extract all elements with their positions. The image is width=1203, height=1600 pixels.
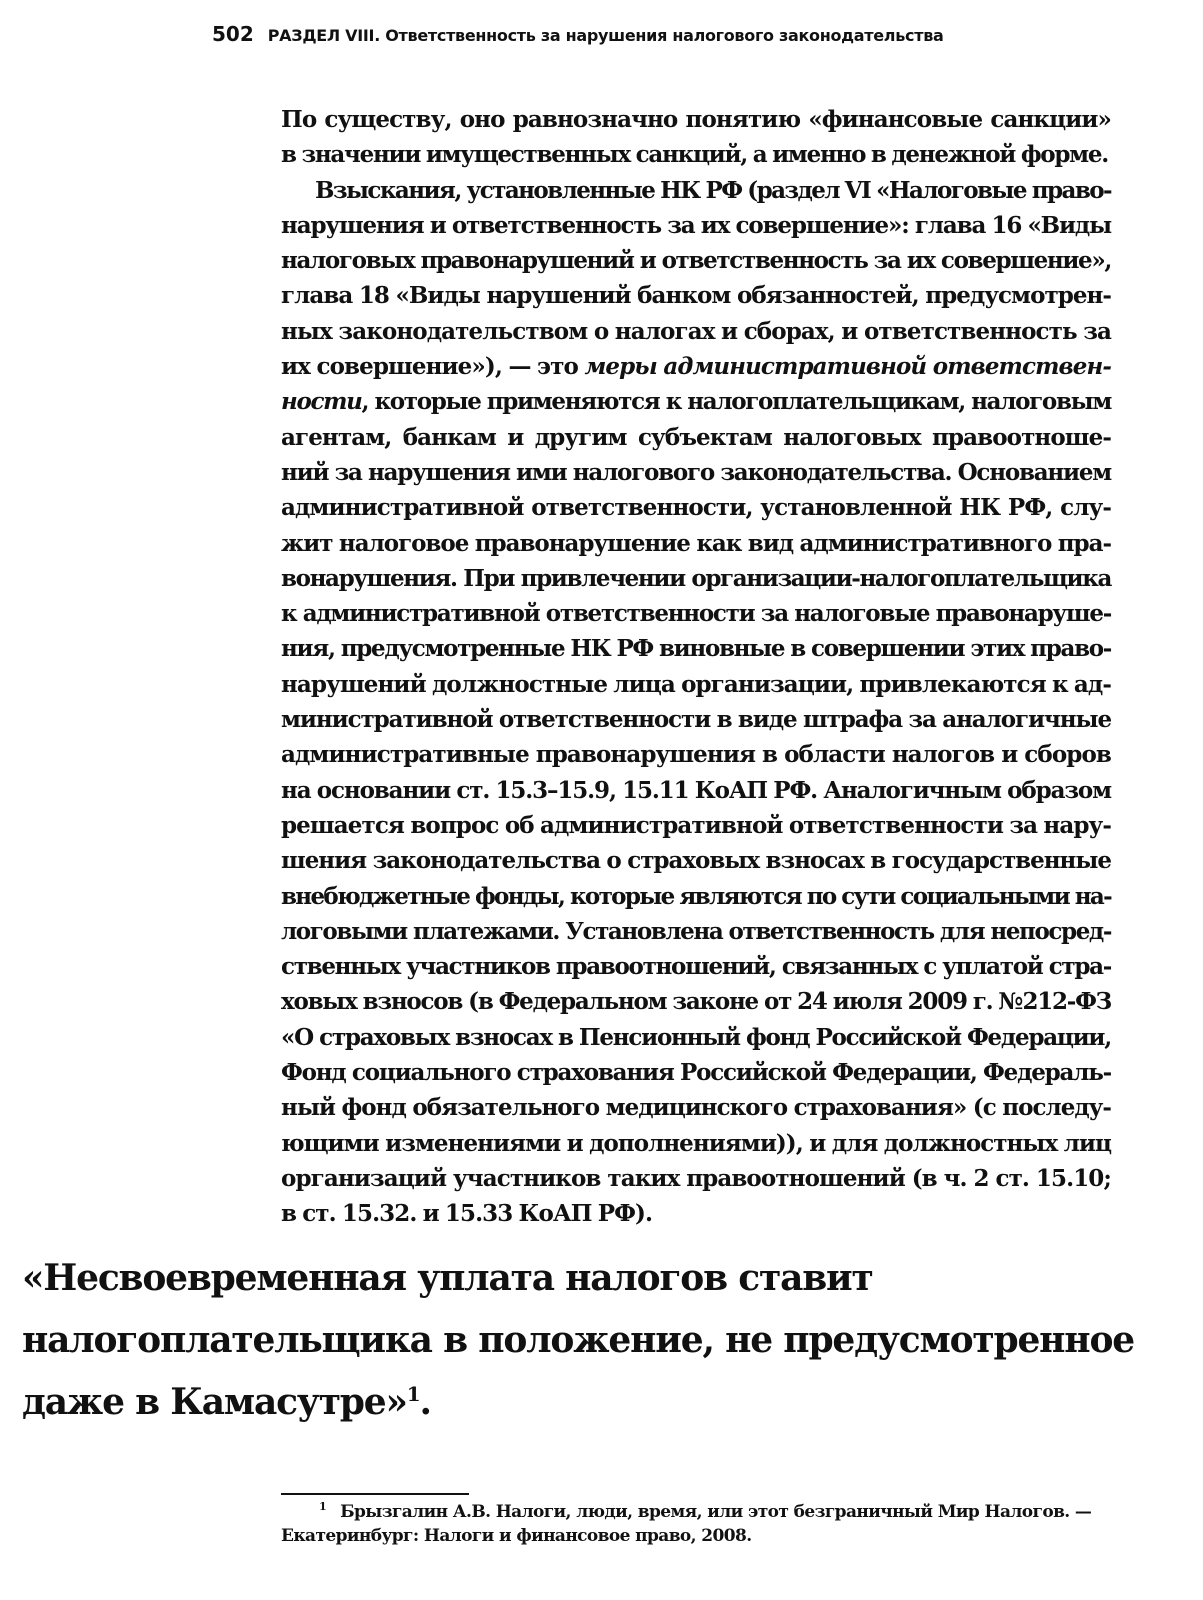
running-head: РАЗДЕЛ VIII. Ответственность за нарушения налогового законодательства <box>267 26 944 45</box>
text-line: ний за нарушения ими налогового законодательства. Основанием <box>281 458 1111 486</box>
epigraph-quote <box>22 1247 1142 1433</box>
page-header <box>212 22 1112 48</box>
text-line <box>281 349 1111 384</box>
text-fragment: их совершение»), — это <box>281 353 585 381</box>
body-text <box>281 102 1111 1232</box>
footnote-line: Екатеринбург: Налоги и финансовое право, 2008. <box>281 1526 752 1546</box>
epigraph-line: «Несвоевременная уплата налогов ставит <box>22 1257 873 1299</box>
text-line: агентам, банкам и другим субъектам налоговых правоотноше- <box>281 423 1111 451</box>
footnote <box>281 1500 1111 1548</box>
text-line: ховых взносов (в Федеральном законе от 24 июля 2009 г. №212-ФЗ <box>281 988 1111 1016</box>
text-line: Взыскания, установленные НК РФ (раздел VI «Налоговые право- <box>315 176 1111 204</box>
footnote-divider <box>281 1493 469 1495</box>
footnote-reference[interactable]: 1 <box>406 1382 420 1406</box>
epigraph-text: даже в Камасутре» <box>22 1381 407 1423</box>
text-line: вонарушения. При привлечении организации-налогоплательщика <box>281 564 1111 592</box>
text-line: ния, предусмотренные НК РФ виновные в совершении этих право- <box>281 635 1111 663</box>
text-line: в ст. 15.32. и 15.33 КоАП РФ). <box>281 1200 653 1228</box>
footnote-marker: 1 <box>319 1500 327 1514</box>
text-line: в значении имущественных санкций, а именно в денежной форме. <box>281 141 1108 169</box>
text-line: нарушения и ответственность за их совершение»: глава 16 «Виды <box>281 211 1111 239</box>
text-line: «О страховых взносах в Пенсионный фонд Российской Федерации, <box>281 1023 1111 1051</box>
epigraph-line <box>22 1371 1142 1433</box>
page-number: 502 <box>212 22 254 46</box>
footnote-line <box>281 1500 1111 1524</box>
text-line: ных законодательством о налогах и сборах, и ответственность за <box>281 317 1111 345</box>
text-line: к административной ответственности за налоговые правонаруше- <box>281 600 1111 628</box>
footnote-text: Брызгалин А.В. Налоги, люди, время, или этот безграничный Мир Налогов. — <box>340 1502 1092 1522</box>
text-line: По существу, оно равнозначно понятию «финансовые санкции» <box>281 106 1111 133</box>
text-line: жит налоговое правонарушение как вид административного пра- <box>281 529 1111 557</box>
emphasized-term: ности <box>281 388 362 416</box>
text-line: нарушений должностные лица организации, привлекаются к ад- <box>281 670 1111 698</box>
text-line: ный фонд обязательного медицинского страхования» (с последу- <box>281 1094 1111 1122</box>
text-line: внебюджетные фонды, которые являются по сути социальными на- <box>281 882 1111 910</box>
text-line: ственных участников правоотношений, связанных с уплатой стра- <box>281 953 1111 981</box>
text-line: организаций участников таких правоотношений (в ч. 2 ст. 15.10; <box>281 1164 1111 1192</box>
text-line: решается вопрос об административной ответственности за нару- <box>281 811 1111 839</box>
text-line: Фонд социального страхования Российской Федерации, Федераль- <box>281 1059 1111 1087</box>
epigraph-line: налогоплательщика в положение, не предусмотренное <box>22 1319 1134 1361</box>
text-line: ющими изменениями и дополнениями)), и для должностных лиц <box>281 1129 1111 1157</box>
text-line <box>281 384 1111 419</box>
text-line: административной ответственности, установленной НК РФ, слу- <box>281 494 1111 522</box>
text-line: глава 18 «Виды нарушений банком обязанностей, предусмотрен- <box>281 282 1111 310</box>
text-fragment: , которые применяются к налогоплательщикам, налоговым <box>361 388 1111 416</box>
emphasized-term: меры административной ответствен- <box>584 353 1111 381</box>
text-line: шения законодательства о страховых взносах в государственные <box>281 847 1111 875</box>
text-line: налоговых правонарушений и ответственность за их совершение», <box>281 247 1111 275</box>
text-line: министративной ответственности в виде штрафа за аналогичные <box>281 706 1111 734</box>
text-line: логовыми платежами. Установлена ответственность для непосред- <box>281 917 1111 945</box>
text-line: административные правонарушения в области налогов и сборов <box>281 741 1111 769</box>
text-line: на основании ст. 15.3–15.9, 15.11 КоАП РФ. Аналогичным образом <box>281 776 1111 804</box>
epigraph-text: . <box>419 1381 431 1423</box>
